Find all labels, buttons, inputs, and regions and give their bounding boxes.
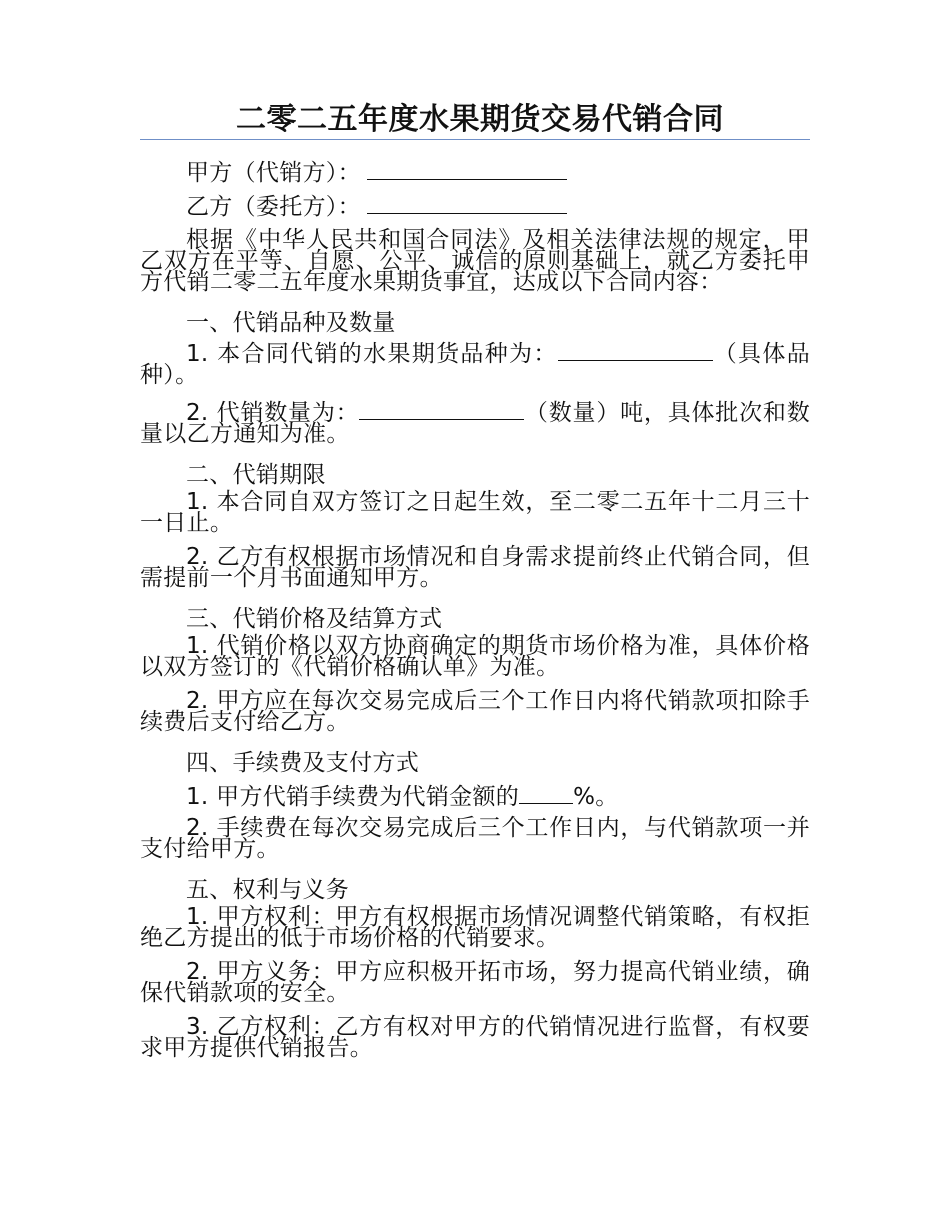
clause [140, 399, 810, 445]
party-a-label: 甲方（代销方）： [186, 160, 361, 186]
contract-title: 二零二五年度水果期货交易代销合同 [236, 102, 724, 137]
clause-text: 2. 代销数量为： [186, 400, 360, 426]
clause [140, 780, 810, 814]
section-heading: 二、代销期限 [186, 462, 326, 488]
clause-text: （具体品种）。 [140, 341, 810, 388]
clause: 3. 乙方权利：乙方有权对甲方的代销情况进行监督，有权要求甲方提供代销报告。 [140, 1014, 810, 1061]
clause-text: 1. 甲方代销手续费为代销金额的 [186, 784, 520, 810]
variety-blank [558, 340, 713, 361]
clause: 2. 甲方义务：甲方应积极开拓市场，努力提高代销业绩，确保代销款项的安全。 [140, 959, 810, 1006]
party-a-blank [367, 159, 567, 180]
clause-text: （数量）吨，具体批次和数量以乙方通知为准。 [140, 400, 810, 447]
clause: 2. 甲方应在每次交易完成后三个工作日内将代销款项扣除手续费后支付给乙方。 [140, 688, 810, 735]
preamble: 根据《中华人民共和国合同法》及相关法律法规的规定，甲乙双方在平等、自愿、公平、诚信的原则基础上，就乙方委托甲方代销二零二五年度水果期货事宜，达成以下合同内容： [140, 227, 810, 295]
party-b-line [140, 190, 810, 224]
clause: 1. 本合同自双方签订之日起生效，至二零二五年十二月三十一日止。 [140, 489, 810, 536]
clause: 1. 甲方权利：甲方有权根据市场情况调整代销策略，有权拒绝乙方提出的低于市场价格的代销要求。 [140, 904, 810, 951]
clause: 2. 手续费在每次交易完成后三个工作日内，与代销款项一并支付给甲方。 [140, 815, 810, 862]
section-heading: 四、手续费及支付方式 [186, 750, 419, 776]
section-heading: 三、代销价格及结算方式 [186, 606, 443, 632]
clause-text: 1. 本合同代销的水果期货品种为： [186, 341, 558, 367]
clause: 2. 乙方有权根据市场情况和自身需求提前终止代销合同，但需提前一个月书面通知甲方。 [140, 544, 810, 591]
party-a-line [140, 156, 810, 190]
title-underline [140, 139, 810, 140]
contract-body [140, 156, 810, 1072]
clause: 1. 代销价格以双方协商确定的期货市场价格为准，具体价格以双方签订的《代销价格确认单》为准。 [140, 633, 810, 680]
party-b-blank [367, 193, 567, 214]
clause [140, 340, 810, 386]
section-heading: 五、权利与义务 [186, 877, 350, 903]
fee-rate-blank [519, 783, 573, 804]
party-b-label: 乙方（委托方）： [186, 194, 361, 220]
section-heading: 一、代销品种及数量 [186, 310, 396, 336]
clause-text: %。 [573, 784, 619, 810]
quantity-blank [359, 399, 524, 420]
